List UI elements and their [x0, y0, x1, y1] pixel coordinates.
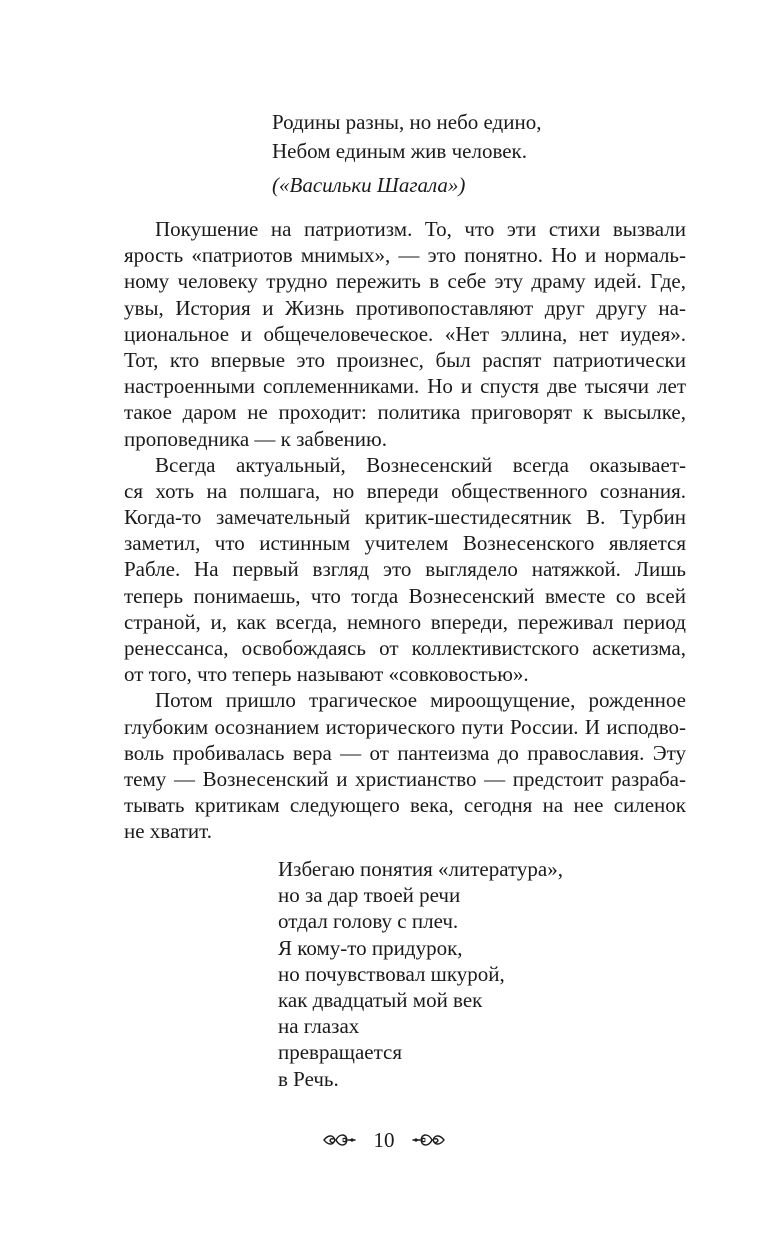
text-line: ному человеку трудно пережить в себе эту драму идей. Где, [124, 269, 686, 294]
verse-line: но почувствовал шкурой, [278, 961, 505, 986]
epigraph [272, 108, 541, 200]
epigraph-source: («Васильки Шагала») [272, 173, 466, 197]
text-line: ренессанса, освобождаясь от коллективистского аскетизма, [124, 636, 686, 660]
closing-verse [278, 856, 563, 1092]
text-line: страной, и, как всегда, немного впереди, переживал период [124, 609, 686, 634]
ornament-left-icon [322, 1131, 356, 1149]
text-line: теперь понимаешь, что тогда Вознесенский вместе со всей [124, 583, 686, 608]
verse-line: превращается [278, 1040, 403, 1065]
text-line: не хватит. [124, 819, 212, 844]
text-line: Всегда актуальный, Вознесенский всегда оказывает- [155, 452, 686, 477]
verse-line: но за дар твоей речи [278, 883, 461, 908]
text-line: Когда-то замечательный критик-шестидесятник В. Турбин [124, 505, 686, 530]
page-number: 10 [373, 1128, 395, 1153]
text-line: заметил, что истинным учителем Вознесенского является [124, 531, 686, 556]
verse-line: как двадцатый мой век [278, 988, 483, 1013]
text-line: глубоким осознанием исторического пути России. И исподво- [124, 714, 686, 739]
text-line: проповедника — к забвению. [124, 426, 387, 451]
text-line: от того, что теперь называют «совковостью». [124, 662, 529, 687]
text-line: циональное и общечеловеческое. «Нет эллина, нет иудея». [124, 321, 686, 346]
epigraph-line: Небом единым жив человек. [272, 139, 528, 163]
text-line: Рабле. На первый взгляд это выглядело натяжкой. Лишь [124, 557, 686, 582]
verse-line: Я кому-то придурок, [278, 935, 463, 960]
text-line: такое даром не проходит: политика приговорят к высылке, [124, 400, 686, 425]
paragraph [124, 687, 686, 844]
text-line: Тот, кто впервые это произнес, был распят патриотически [124, 347, 686, 372]
paragraph [124, 216, 686, 452]
ornament-right-icon [412, 1131, 446, 1149]
paragraph [124, 452, 686, 688]
text-line: настроенными соплеменниками. Но и спустя две тысячи лет [124, 374, 686, 399]
page-footer [0, 1124, 768, 1154]
text-line: Потом пришло трагическое мироощущение, рожденное [155, 688, 686, 713]
text-line: Покушение на патриотизм. То, что эти стихи вызвали [155, 217, 686, 241]
verse-line: Избегаю понятия «литература», [278, 857, 563, 881]
body-text [124, 216, 686, 845]
text-line: ярость «патриотов мнимых», — это понятно. Но и нормаль- [124, 243, 686, 268]
text-line: воль пробивалась вера — от пантеизма до православия. Эту [124, 740, 686, 765]
text-line: тему — Вознесенский и христианство — предстоит разраба- [124, 766, 686, 791]
epigraph-line: Родины разны, но небо едино, [272, 110, 542, 134]
verse-line: на глазах [278, 1014, 360, 1039]
verse-line: в Речь. [278, 1066, 339, 1091]
text-line: ся хоть на полшага, но впереди общественного сознания. [124, 478, 686, 503]
verse-line: отдал голову с плеч. [278, 909, 459, 934]
text-line: увы, История и Жизнь противопоставляют друг другу на- [124, 295, 686, 320]
text-line: тывать критикам следующего века, сегодня на нее силенок [124, 793, 686, 818]
